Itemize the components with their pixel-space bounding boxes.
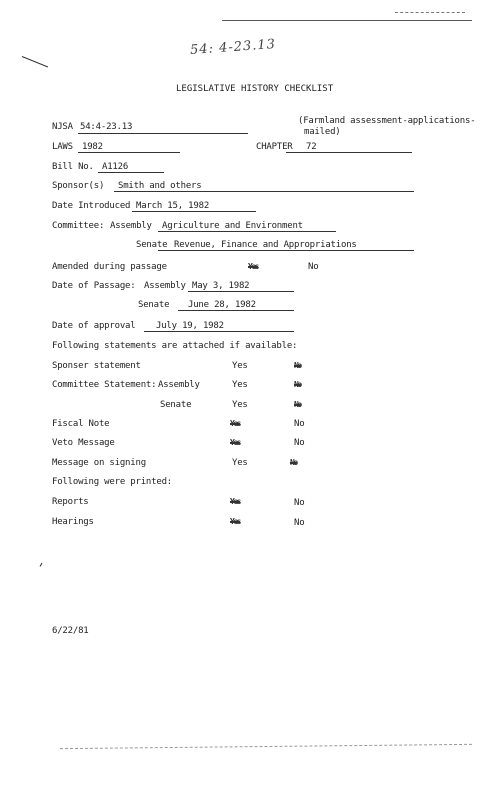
page-title: LEGISLATIVE HISTORY CHECKLIST xyxy=(176,84,334,94)
passage-senate-value: June 28, 1982 xyxy=(188,300,256,310)
committee-assembly-label: Assembly xyxy=(110,221,152,231)
amended-yes-struck: Yes xyxy=(248,262,258,271)
sponsors-value: Smith and others xyxy=(118,181,202,191)
passage-label: Date of Passage: xyxy=(52,281,136,291)
committee-statement-label: Committee Statement: xyxy=(52,380,157,390)
sponsor-statement-label: Sponser statement xyxy=(52,361,141,371)
veto-message-no: No xyxy=(294,438,305,448)
laws-value: 1982 xyxy=(82,142,103,152)
date-introduced-label: Date Introduced xyxy=(52,201,131,211)
reports-no: No xyxy=(294,498,305,508)
scan-mark-left xyxy=(22,56,48,67)
fiscal-note-yes-struck: Yes xyxy=(230,419,240,428)
reports-label: Reports xyxy=(52,497,89,507)
passage-senate-label: Senate xyxy=(138,300,170,310)
date-introduced-value: March 15, 1982 xyxy=(136,201,210,211)
sponsors-label: Sponsor(s) xyxy=(52,181,105,191)
chapter-underline xyxy=(286,152,412,153)
message-signing-label: Message on signing xyxy=(52,458,146,468)
sponsor-statement-yes: Yes xyxy=(232,361,248,371)
committee-statement-assembly-yes: Yes xyxy=(232,380,248,390)
handwritten-reference: 54: 4-23.13 xyxy=(189,37,277,58)
committee-senate-underline xyxy=(158,250,414,251)
committee-senate-value: Revenue, Finance and Appropriations xyxy=(174,240,357,250)
committee-statement-senate-label: Senate xyxy=(160,400,192,410)
fiscal-note-label: Fiscal Note xyxy=(52,419,110,429)
approval-label: Date of approval xyxy=(52,321,136,331)
hearings-yes-struck: Yes xyxy=(230,517,240,526)
amended-no: No xyxy=(308,262,319,272)
committee-assembly-value: Agriculture and Environment xyxy=(162,221,303,231)
committee-statement-senate-yes: Yes xyxy=(232,400,248,410)
scan-mark-top xyxy=(222,20,472,21)
fiscal-note-no: No xyxy=(294,419,305,429)
sponsors-underline xyxy=(114,191,414,192)
amended-label: Amended during passage xyxy=(52,262,167,272)
message-signing-yes: Yes xyxy=(232,458,248,468)
bill-underline xyxy=(98,172,164,173)
reports-yes-struck: Yes xyxy=(230,497,240,506)
printed-heading: Following were printed: xyxy=(52,477,173,487)
committee-statement-senate-no-struck: No xyxy=(294,400,301,409)
committee-assembly-underline xyxy=(158,231,336,232)
statements-heading: Following statements are attached if available: xyxy=(52,341,298,351)
scan-mark-corner xyxy=(395,12,465,13)
sponsor-statement-no-struck: No xyxy=(294,361,301,370)
njsa-value: 54:4-23.13 xyxy=(80,122,133,132)
hearings-label: Hearings xyxy=(52,517,94,527)
chapter-value: 72 xyxy=(306,142,317,152)
scan-mark-bottom xyxy=(60,744,472,749)
committee-statement-assembly-no-struck: No xyxy=(294,380,301,389)
committee-senate-label: Senate xyxy=(136,240,168,250)
date-introduced-underline xyxy=(132,211,256,212)
chapter-label: CHAPTER xyxy=(256,142,293,152)
approval-underline xyxy=(144,331,294,332)
hearings-no: No xyxy=(294,518,305,528)
committee-statement-assembly-label: Assembly xyxy=(158,380,200,390)
footer-date: 6/22/81 xyxy=(52,626,89,636)
subject-note-line2: mailed) xyxy=(304,127,341,137)
scan-speck xyxy=(40,563,43,567)
laws-label: LAWS xyxy=(52,142,73,152)
bill-label: Bill No. xyxy=(52,162,94,172)
njsa-underline xyxy=(78,133,248,134)
passage-assembly-value: May 3, 1982 xyxy=(192,281,250,291)
approval-value: July 19, 1982 xyxy=(156,321,224,331)
veto-message-label: Veto Message xyxy=(52,438,115,448)
njsa-label: NJSA xyxy=(52,122,73,132)
veto-message-yes-struck: Yes xyxy=(230,438,240,447)
message-signing-no-struck: No xyxy=(290,458,297,467)
bill-value: A1126 xyxy=(102,162,129,172)
subject-note-line1: (Farmland assessment-applications- xyxy=(298,116,476,126)
laws-underline xyxy=(78,152,180,153)
passage-assembly-underline xyxy=(188,291,294,292)
passage-assembly-label: Assembly xyxy=(144,281,186,291)
passage-senate-underline xyxy=(178,310,294,311)
committee-label: Committee: xyxy=(52,221,105,231)
